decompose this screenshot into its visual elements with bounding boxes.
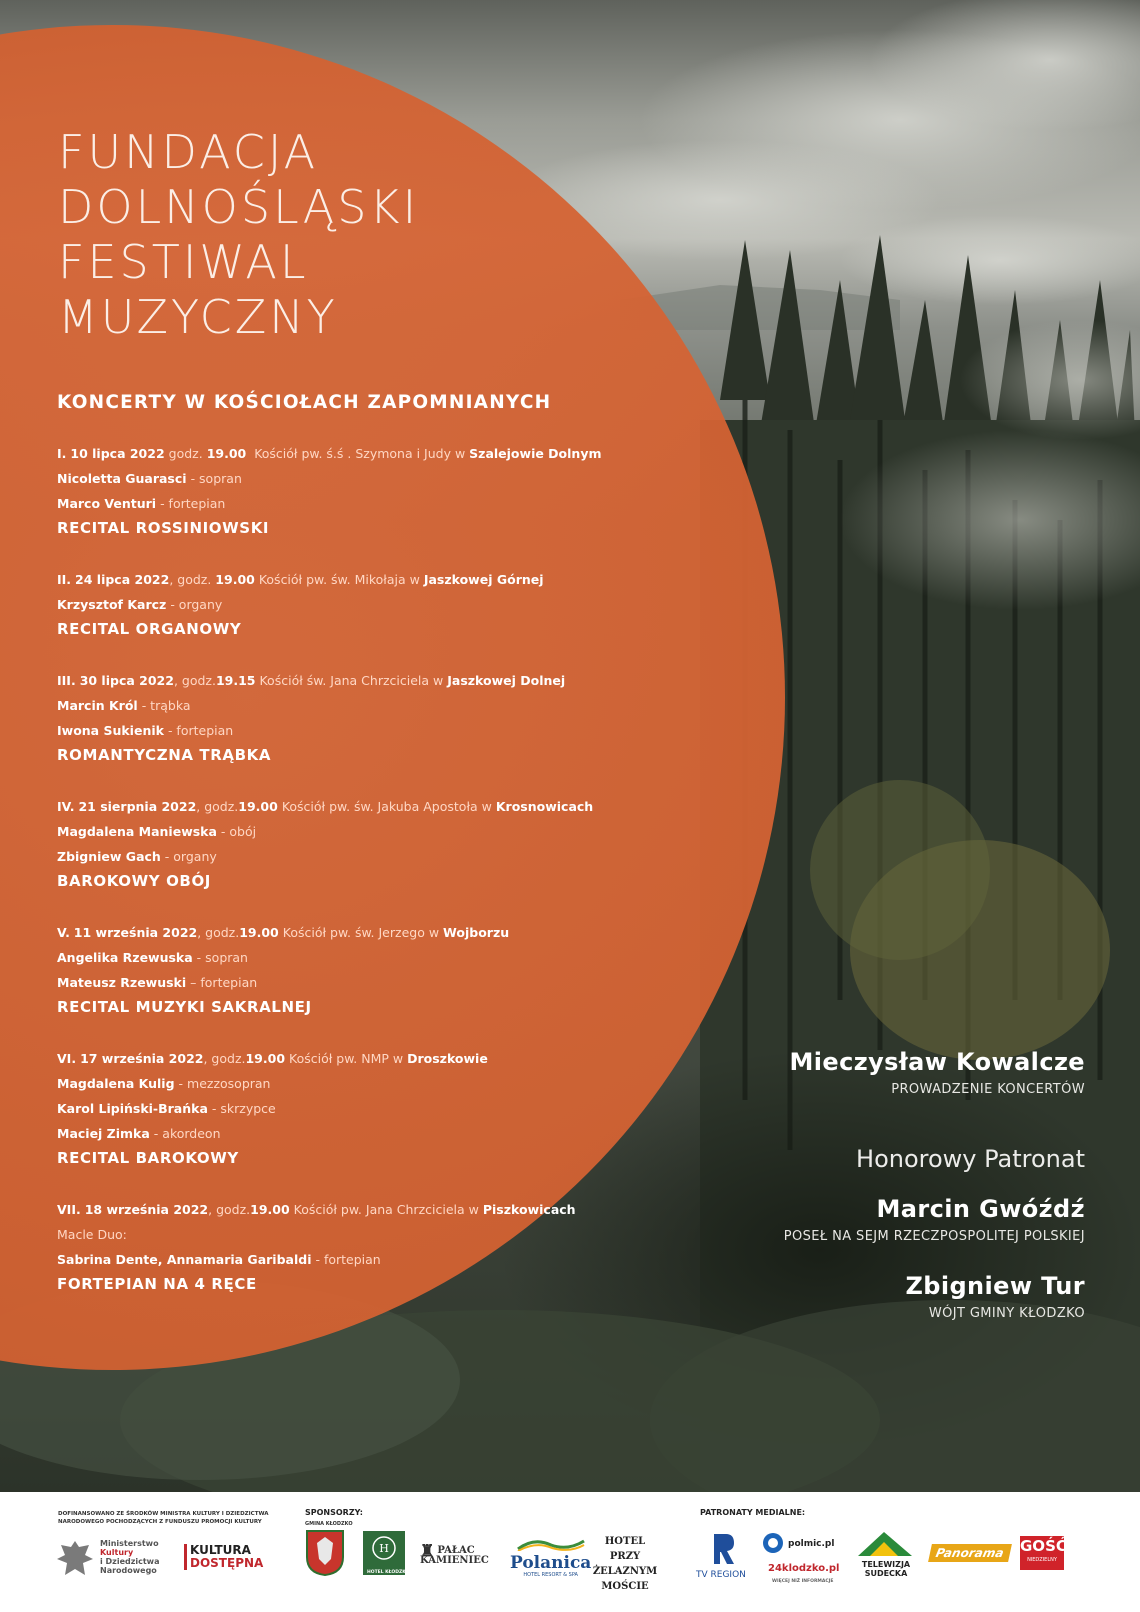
performer-name: Mateusz Rzewuski — [57, 975, 187, 990]
telewizja-line: TELEWIZJA — [861, 1560, 911, 1569]
polanica-logo — [510, 1536, 591, 1578]
concert-time-label: , godz. — [208, 1202, 251, 1217]
performer-role: - sopran — [190, 471, 242, 486]
concert-church: Kościół pw. św. Jerzego w — [282, 925, 440, 940]
concert-date: 30 lipca 2022 — [79, 673, 174, 688]
concert-church: Kościół pw. św. Mikołaja w — [258, 572, 420, 587]
performer-role: - obój — [220, 824, 257, 839]
media-patrons-label: PATRONATY MEDIALNE: — [700, 1508, 806, 1517]
performer-name: Sabrina Dente, Annamaria Garibaldi — [57, 1252, 312, 1267]
sponsor-footer — [0, 1492, 1140, 1612]
ministry-logo — [100, 1539, 159, 1575]
concert-church: Kościół pw. ś.ś . Szymona i Judy w — [254, 446, 466, 461]
klodzko24-text: 24klodzko.pl — [768, 1563, 840, 1574]
concert-place: Droszkowie — [407, 1051, 488, 1066]
gosc-line: GOŚĆ — [1020, 1537, 1067, 1555]
gosc-niedzielny-logo — [1020, 1536, 1067, 1570]
concert-place: Jaszkowej Dolnej — [447, 673, 566, 688]
performer-role: - organy — [170, 597, 223, 612]
concert-time-label: , godz. — [196, 799, 239, 814]
concert-date: 10 lipca 2022 — [70, 446, 165, 461]
performer-name: Maciej Zimka — [57, 1126, 150, 1141]
concert-number: II. — [57, 572, 72, 587]
recital-title: RECITAL BAROKOWY — [57, 1149, 239, 1167]
concert-place: Jaszkowej Górnej — [423, 572, 544, 587]
concert-time: 19.00 — [239, 925, 279, 940]
performer-role: - fortepian — [167, 723, 234, 738]
telewizja-line: SUDECKA — [864, 1569, 908, 1578]
host-name: Mieczysław Kowalcze — [789, 1048, 1085, 1076]
concert-number: IV. — [57, 799, 75, 814]
recital-title: RECITAL ORGANOWY — [57, 620, 242, 638]
performer-name: Magdalena Kulig — [57, 1076, 175, 1091]
performer-role: - fortepian — [315, 1252, 381, 1267]
concert-time-label: , godz. — [197, 925, 240, 940]
klodzko24-subtext: WIĘCEJ NIŻ INFORMACJE — [772, 1579, 834, 1584]
performer-role: - fortepian — [160, 496, 226, 511]
patron-role: POSEŁ NA SEJM RZECZPOSPOLITEJ POLSKIEJ — [783, 1229, 1085, 1244]
sponsors-label: SPONSORZY: — [305, 1508, 363, 1517]
concert-header — [57, 794, 697, 819]
concert-header — [57, 668, 697, 693]
palace-icon: ♜ — [420, 1541, 435, 1560]
performer — [57, 945, 697, 970]
concert-time-label: , godz. — [173, 673, 216, 688]
concert-time-label: , godz. — [203, 1051, 246, 1066]
polmic-logo-icon — [762, 1532, 784, 1554]
patron-role: WÓJT GMINY KŁODZKO — [928, 1306, 1085, 1321]
polanica-subtext: HOTEL RESORT & SPA — [523, 1572, 578, 1578]
gmina-klodzko-crest-icon — [305, 1529, 345, 1577]
tv-region-text: TV REGION — [696, 1570, 746, 1580]
patronage-heading: Honorowy Patronat — [856, 1145, 1085, 1173]
performer-name: Angelika Rzewuska — [57, 950, 193, 965]
concert-header — [57, 920, 697, 945]
concert-time: 19.15 — [215, 673, 256, 688]
recital-title: BAROKOWY OBÓJ — [57, 872, 211, 890]
concert-header — [57, 567, 697, 592]
concert-place: Krosnowicach — [495, 799, 594, 814]
concert-date: 18 września 2022 — [84, 1202, 209, 1217]
recital-title: RECITAL MUZYKI SAKRALNEJ — [57, 998, 312, 1016]
performer-role: - mezzosopran — [178, 1076, 271, 1091]
tv-region-logo-icon — [710, 1532, 736, 1566]
hotel-przy-line: ŻELAZNYM — [592, 1566, 658, 1577]
concert-place: Piszkowicach — [482, 1202, 576, 1217]
performer-role: - trąbka — [141, 698, 191, 713]
performer-name: Nicoletta Guarasci — [57, 471, 187, 486]
performer — [57, 844, 697, 869]
funding-note-line: NARODOWEGO POCHODZĄCYCH Z FUNDUSZU PROMOCJI KULTURY — [58, 1519, 262, 1525]
concert-church: Kościół pw. Jana Chrzciciela w — [293, 1202, 479, 1217]
recital-title: FORTEPIAN NA 4 RĘCE — [57, 1275, 257, 1293]
polish-eagle-icon — [55, 1537, 95, 1579]
svg-text:H: H — [379, 1542, 389, 1555]
concert-time: 19.00 — [206, 446, 247, 461]
patron-name: Zbigniew Tur — [905, 1272, 1085, 1300]
performer-name: Zbigniew Gach — [57, 849, 161, 864]
concert-item — [57, 567, 697, 640]
concert-date: 24 lipca 2022 — [75, 572, 170, 587]
telewizja-sudecka-mountain-icon — [856, 1530, 914, 1558]
concert-item — [57, 441, 697, 539]
poster-title — [58, 125, 419, 345]
concert-place: Szalejowie Dolnym — [469, 446, 602, 461]
performer — [57, 970, 697, 995]
title-line: FUNDACJA — [58, 125, 319, 179]
concert-number: VI. — [57, 1051, 77, 1066]
concert-item — [57, 668, 697, 766]
program-subtitle: KONCERTY W KOŚCIOŁACH ZAPOMNIANYCH — [57, 392, 552, 413]
hotel-przy-line: MOŚCIE — [601, 1581, 649, 1592]
concert-church: Kościół pw. św. Jakuba Apostoła w — [281, 799, 492, 814]
performer-role: - akordeon — [153, 1126, 221, 1141]
ministry-line: Narodowego — [100, 1566, 157, 1575]
performer-name: Krzysztof Karcz — [57, 597, 167, 612]
concert-time: 19.00 — [238, 799, 278, 814]
concert-date: 17 września 2022 — [80, 1051, 204, 1066]
concert-time: 19.00 — [250, 1202, 290, 1217]
gmina-label: GMINA KŁODZKO — [305, 1521, 353, 1527]
ensemble-label: Macle Duo: — [57, 1227, 127, 1242]
performer — [57, 466, 697, 491]
performer-role: – fortepian — [190, 975, 258, 990]
concert-time: 19.00 — [215, 572, 255, 587]
recital-title: ROMANTYCZNA TRĄBKA — [57, 746, 272, 764]
performer — [57, 491, 697, 516]
performer — [57, 819, 697, 844]
title-line: MUZYCZNY — [58, 290, 338, 344]
performer — [57, 592, 697, 617]
funding-note-line: DOFINANSOWANO ZE ŚRODKÓW MINISTRA KULTURY I DZIEDZICTWA — [58, 1511, 269, 1517]
host-role: PROWADZENIE KONCERTÓW — [891, 1082, 1085, 1097]
concert-time-label: , godz. — [169, 572, 212, 587]
performer-role: - skrzypce — [211, 1101, 276, 1116]
patron-name: Marcin Gwóźdź — [876, 1195, 1085, 1223]
concert-church: Kościół pw. NMP w — [289, 1051, 404, 1066]
concert-item — [57, 920, 697, 1018]
palac-line: KAMIENIEC — [420, 1555, 489, 1566]
concert-place: Wojborzu — [443, 925, 510, 940]
concert-number: III. — [57, 673, 76, 688]
performer-role: - organy — [164, 849, 217, 864]
concert-date: 21 sierpnia 2022 — [78, 799, 197, 814]
ministry-line: i Dziedzictwa — [100, 1557, 160, 1566]
performer-name: Karol Lipiński-Brańka — [57, 1101, 208, 1116]
concert-time-label: godz. — [168, 446, 203, 461]
recital-title: RECITAL ROSSINIOWSKI — [57, 519, 270, 537]
funding-note — [58, 1510, 269, 1526]
performer-name: Magdalena Maniewska — [57, 824, 217, 839]
concert-time: 19.00 — [245, 1051, 286, 1066]
gosc-subline: NIEDZIELNY — [1027, 1557, 1057, 1563]
concert-number: VII. — [57, 1202, 81, 1217]
ministry-line: Ministerstwo — [100, 1539, 159, 1548]
performer-name: Marco Venturi — [57, 496, 157, 511]
ministry-line: Kultury — [100, 1548, 134, 1557]
concert-number: V. — [57, 925, 70, 940]
kultura-line: KULTURA — [190, 1543, 251, 1557]
panorama-logo — [928, 1544, 1011, 1562]
palac-line: PAŁAC — [437, 1545, 475, 1556]
hotel-przy-zelaznym-moscie-logo — [590, 1534, 660, 1594]
hotel-przy-line: HOTEL PRZY — [604, 1536, 646, 1562]
panorama-text: Panorama — [934, 1546, 1006, 1560]
polanica-text: Polanica — [510, 1553, 592, 1573]
polmic-text: polmic.pl — [788, 1539, 835, 1549]
title-line: FESTIWAL — [58, 235, 309, 289]
concert-item — [57, 794, 697, 892]
hotel-klodzko-text: HOTEL KŁODZKO — [367, 1570, 410, 1575]
credits-panel — [565, 1048, 1085, 1321]
concert-date: 11 września 2022 — [73, 925, 198, 940]
performer-role: - sopran — [196, 950, 248, 965]
polanica-wave-icon — [516, 1537, 586, 1551]
concert-number: I. — [57, 446, 67, 461]
performer — [57, 693, 697, 718]
concert-church: Kościół św. Jana Chrzciciela w — [259, 673, 444, 688]
kultura-dostepna-logo — [184, 1544, 263, 1570]
title-line: DOLNOŚLĄSKI — [58, 180, 420, 234]
performer-name: Iwona Sukienik — [57, 723, 164, 738]
performer-name: Marcin Król — [57, 698, 138, 713]
kultura-line: DOSTĘPNA — [190, 1556, 264, 1570]
palac-kamieniec-logo — [420, 1541, 489, 1566]
concert-header — [57, 441, 697, 466]
performer — [57, 718, 697, 743]
telewizja-sudecka-text — [858, 1560, 914, 1578]
